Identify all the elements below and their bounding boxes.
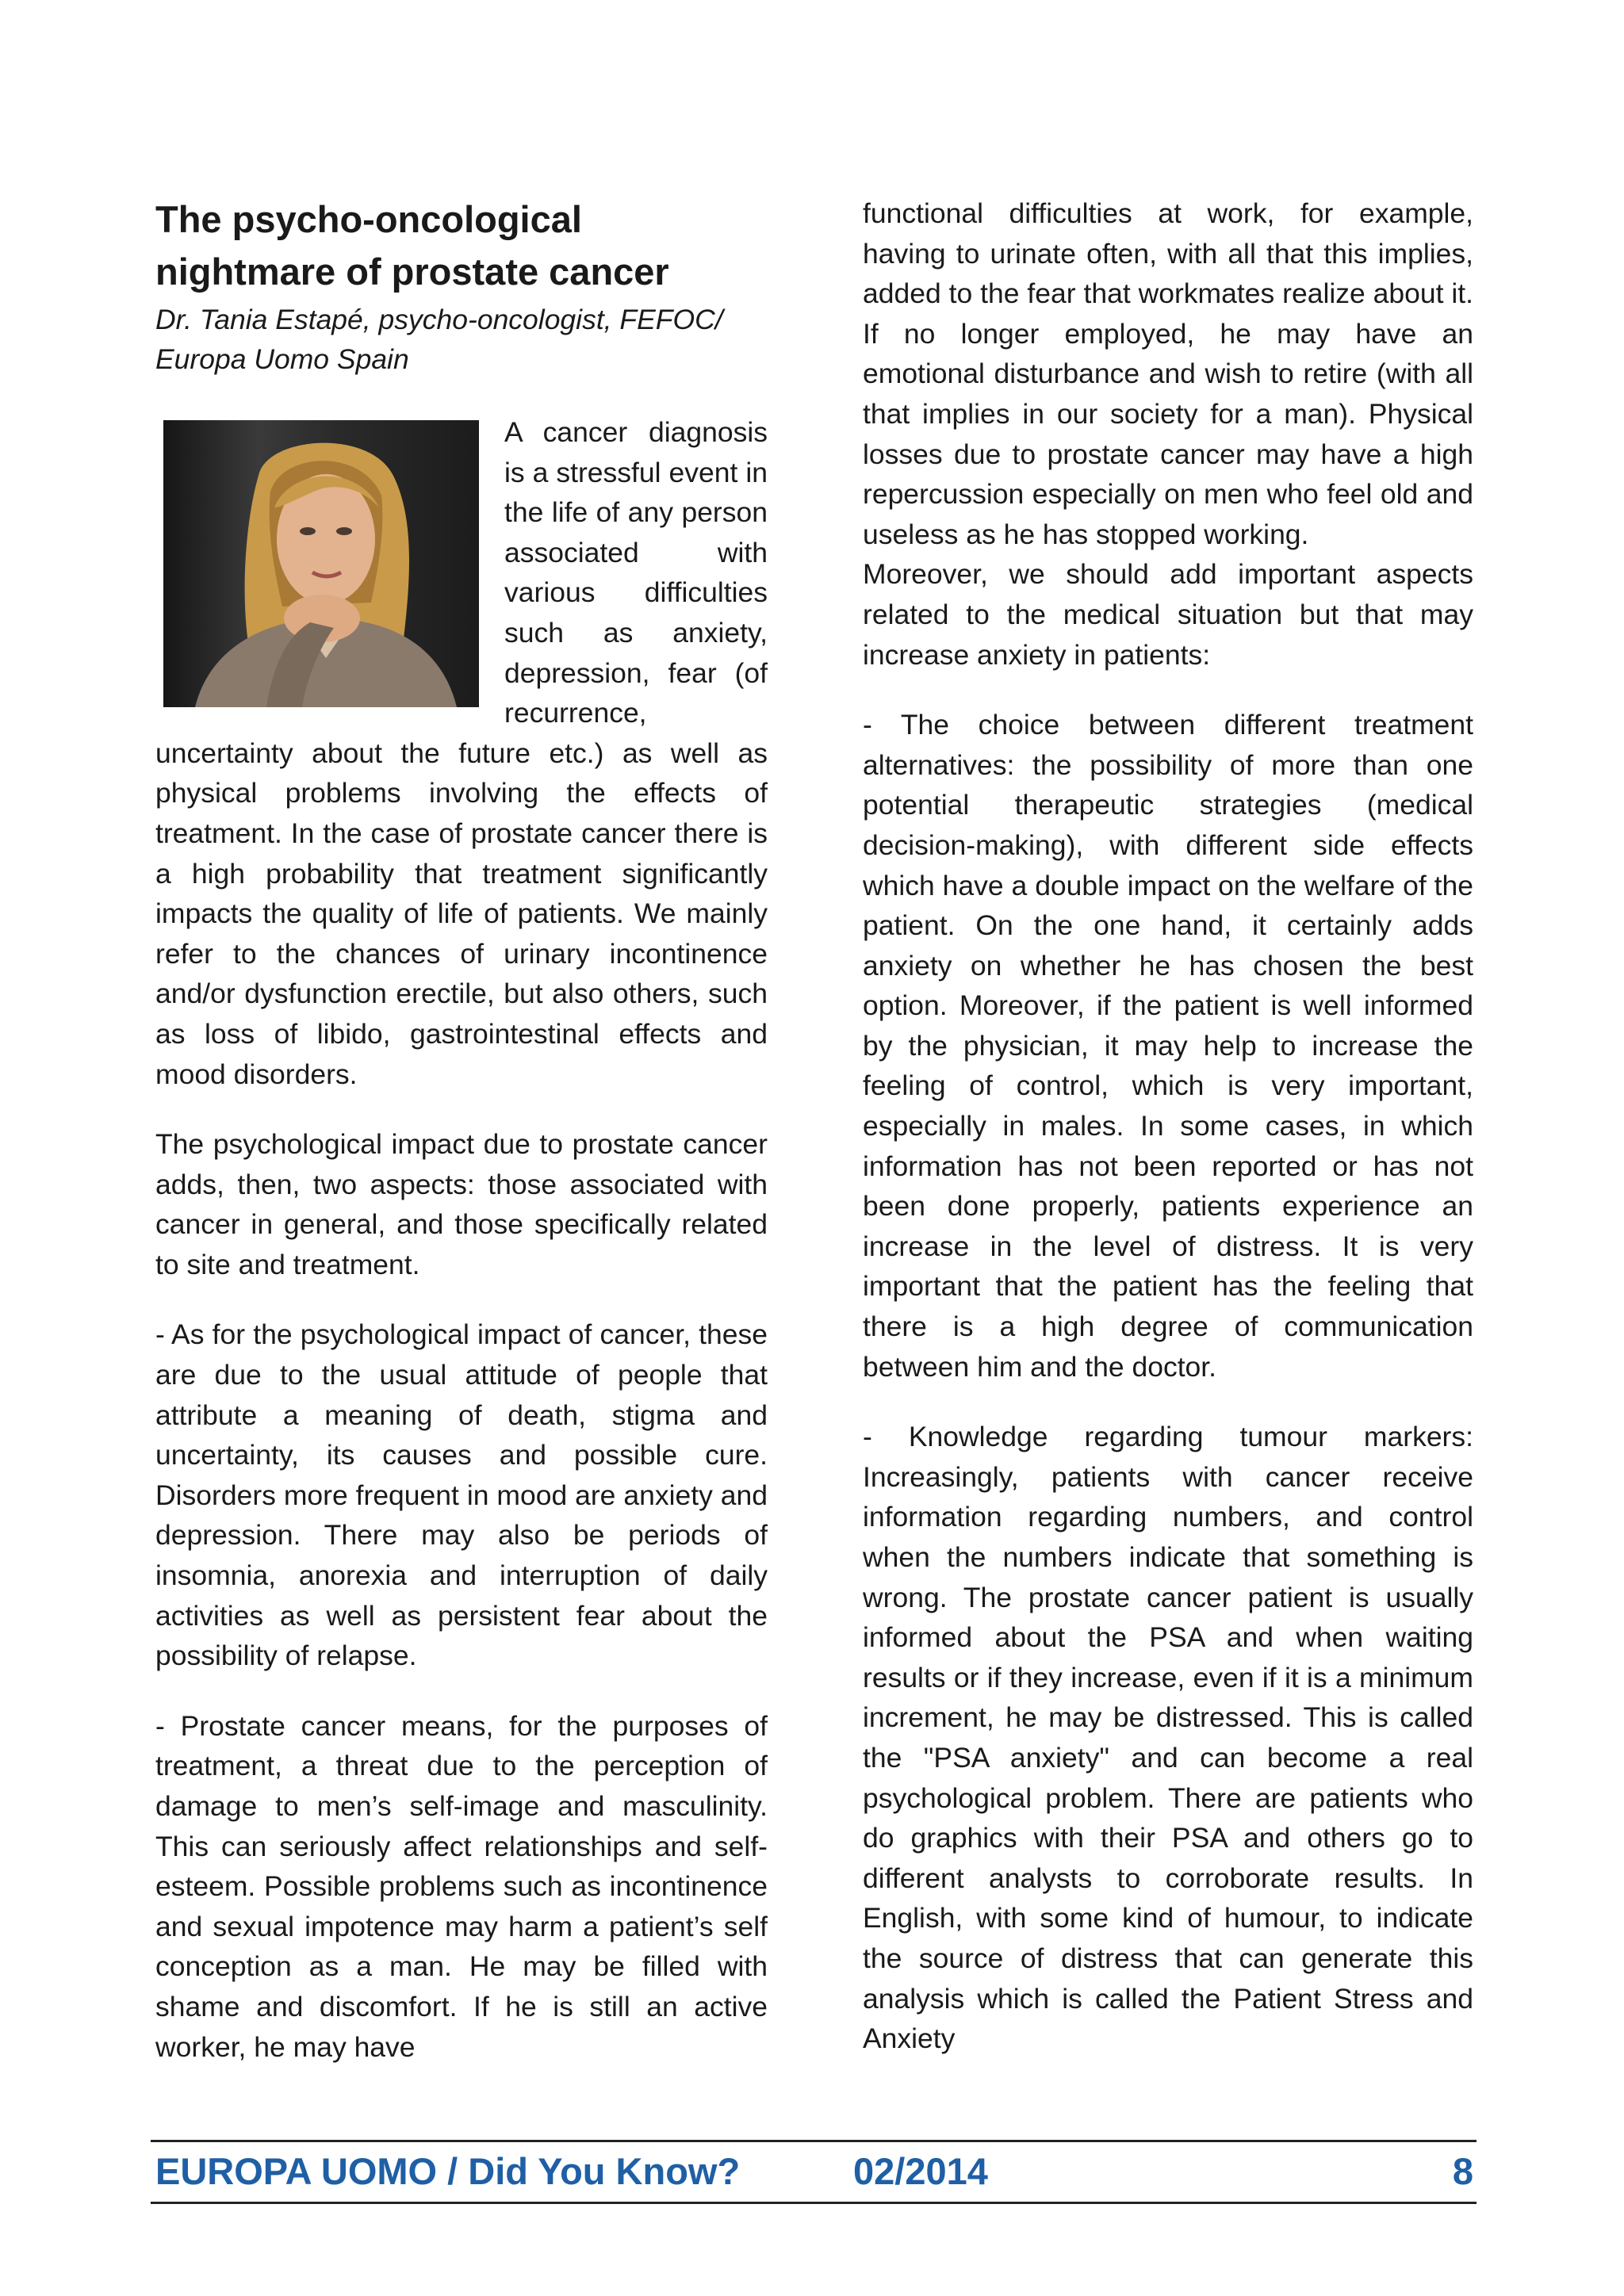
footer-top-rule: [151, 2140, 1477, 2142]
right-paragraph-3: - The choice between different treatment alternatives: the possibility of more than one potential therapeutic strategies (medical decision-making), with different side effects which have a double impact on the welfare of the patient. On the one hand, it certainly adds anxiety on whether he has chosen the best option. Moreover, if the patient is well informed by the physician, it may help to increase the feeling of control, which is very important, especially in males. In some cases, in which information has not been reported or has not been done properly, patients experience an increase in the level of distress. It is very important that the patient has the feeling that there is a high degree of communication between him and the doctor.: [863, 709, 1473, 1383]
left-column: [155, 193, 768, 2067]
article-title-line-1: The psycho-oncological: [155, 198, 582, 240]
author-portrait-photo: [163, 420, 479, 707]
left-paragraph-2: The psychological impact due to prostate cancer adds, then, two aspects: those associated with cancer in general, and those specifically related to site and treatment.: [155, 1128, 768, 1280]
author-line-1: Dr. Tania Estapé, psycho-oncologist, FEFOC/: [155, 304, 723, 335]
right-paragraph-4: - Knowledge regarding tumour markers: Increasingly, patients with cancer receive information regarding numbers, and control when the numbers indicate that something is wrong. The prostate cancer patient is usually informed about the PSA and when waiting results or if they increase, even if it is a minimum increment, he may be distressed. This is called the "PSA anxiety" and can become a real psychological problem. There are patients who do graphics with their PSA and others go to different analysts to corroborate results. In English, with some kind of humour, to indicate the source of distress that can generate this analysis which is called the Patient Stress and Anxiety: [863, 1421, 1473, 2055]
footer-date: 02/2014: [853, 2150, 988, 2192]
article-title: [155, 193, 768, 298]
article-title-line-2: nightmare of prostate cancer: [155, 251, 669, 293]
footer-page-number: 8: [1452, 2150, 1473, 2192]
footer-publication-title: EUROPA UOMO / Did You Know?: [155, 2150, 741, 2192]
left-paragraph-1: A cancer diagnosis is a stressful event in the life of any person associated with various difficulties such as anxiety, depression, fear (of recurrence, uncertainty about the future etc.) as well as physical problems involving the effects of treatment. In the case of prostate cancer there is a high probability that treatment significantly impacts the quality of life of patients. We mainly refer to the chances of urinary incontinence and/or dysfunction erectile, but also others, such as loss of libido, gastrointestinal effects and mood disorders.: [155, 416, 768, 1090]
right-paragraph-1: functional difficulties at work, for example, having to urinate often, with all that this implies, added to the fear that workmates realize about it. If no longer employed, he may have an emotional disturbance and wish to retire (with all that implies in our society for a man). Physical losses due to prostate cancer may have a high repercussion especially on men who feel old and useless as he has stopped working.: [863, 197, 1473, 550]
right-paragraph-2: Moreover, we should add important aspects related to the medical situation but that may increase anxiety in patients:: [863, 558, 1473, 671]
page-footer: [155, 2144, 1473, 2199]
portrait-icon: [163, 420, 479, 707]
article-author: [155, 300, 768, 379]
right-column: [863, 193, 1473, 2059]
footer-bottom-rule: [151, 2202, 1477, 2204]
left-paragraph-3: - As for the psychological impact of cancer, these are due to the usual attitude of people that attribute a meaning of death, stigma and uncertainty, its causes and possible cure. Disorders more frequent in mood are anxiety and depression. There may also be periods of insomnia, anorexia and interruption of daily activities as well as persistent fear about the possibility of relapse.: [155, 1318, 768, 1672]
author-line-2: Europa Uomo Spain: [155, 343, 409, 375]
left-paragraph-4: - Prostate cancer means, for the purposes of treatment, a threat due to the perception of damage to men’s self-image and masculinity. This can seriously affect relationships and self-esteem. Possible problems such as incontinence and sexual impotence may harm a patient’s self conception as a man. He may be filled with shame and discomfort. If he is still an active worker, he may have: [155, 1709, 768, 2063]
